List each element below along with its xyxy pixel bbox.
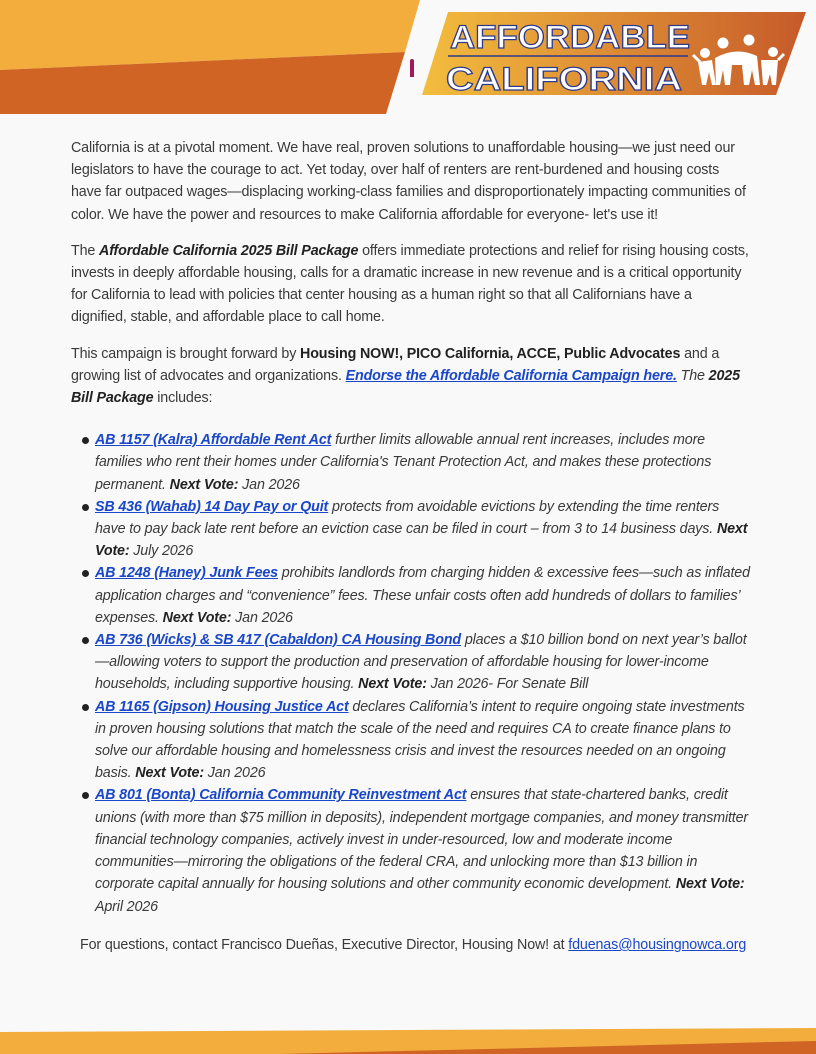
bill-item: [95, 784, 751, 917]
bullet-icon: [82, 437, 89, 444]
bill-link[interactable]: AB 1165 (Gipson) Housing Justice Act: [95, 698, 349, 715]
next-vote-date: Jan 2026: [203, 765, 266, 782]
paragraph-text: The: [71, 242, 100, 259]
bill-item: [95, 562, 751, 629]
logo-line2: CALIFORNIA: [446, 61, 682, 97]
bill-description: protects from avoidable evictions by extending the time renters have to pay back late rent before an eviction case can be filed in court – from 3 to 14 business days.: [95, 498, 720, 538]
next-vote-label: Next Vote:: [675, 876, 745, 893]
bill-list: [71, 429, 751, 917]
paragraph-text: The: [676, 367, 709, 384]
header-marker: [410, 59, 414, 77]
bill-package-emphasis: 2025 Bill Package: [71, 367, 740, 407]
affordable-california-logo: [420, 10, 810, 100]
paragraph-text: includes:: [153, 390, 213, 407]
footer-banner: [0, 1028, 816, 1054]
paragraph-text: This campaign is brought forward by: [71, 345, 301, 362]
intro-paragraph: California is at a pivotal moment. We have real, proven solutions to unaffordable housing—we just need our legislators to have the courage to act. Yet today, over half of renters are rent-burdened and housing costs have far outpaced wages—displacing working-class families and disproportionately impacting communities of color. We have the power and resources to make California affordable for everyone- let's use it!: [71, 140, 746, 223]
campaign-paragraph: [71, 343, 751, 410]
organizations-list: Housing NOW!, PICO California, ACCE, Public Advocates: [300, 345, 681, 362]
bill-link[interactable]: AB 1157 (Kalra) Affordable Rent Act: [95, 432, 332, 449]
next-vote-date: July 2026: [129, 543, 194, 560]
bill-link[interactable]: AB 736 (Wicks) & SB 417 (Cabaldon) CA Housing Bond: [95, 632, 461, 649]
contact-text: For questions, contact Francisco Dueñas, Executive Director, Housing Now! at: [80, 937, 569, 953]
package-paragraph: [71, 240, 751, 329]
bullet-icon: [82, 504, 89, 511]
paragraph-text: offers immediate protections and relief for rising housing costs, invests in deeply affordable housing, calls for a dramatic increase in new revenue and is a critical opportunity for California to lead with policies that center housing as a human right so that all Californians have a dignified, stable, and affordable place to call home.: [71, 242, 749, 326]
bill-link[interactable]: AB 801 (Bonta) California Community Reinvestment Act: [95, 787, 467, 804]
bullet-icon: [82, 570, 89, 577]
bill-item: [95, 429, 751, 496]
bullet-icon: [82, 637, 89, 644]
bill-description: declares California’s intent to require ongoing state investments in proven housing solutions that match the scale of the need and requires CA to create finance plans to solve our affordable housing and homelessness crisis and invest the resources needed on an ongoing basis.: [95, 698, 745, 782]
next-vote-date: Jan 2026: [238, 476, 300, 493]
next-vote-label: Next Vote:: [162, 609, 232, 626]
next-vote-label: Next Vote:: [135, 765, 204, 782]
bill-description: ensures that state-chartered banks, credit unions (with more than $75 million in deposits), independent mortgage companies, and money transmitter financial technology companies, actively invest in under-resourced, low and moderate income communities—mirroring the obligations of the federal CRA, and unlocking more than $13 billion in corporate capital annually for housing solutions and other community economic development.: [95, 787, 749, 893]
bill-link[interactable]: AB 1248 (Haney) Junk Fees: [95, 565, 278, 582]
next-vote-label: Next Vote:: [358, 676, 427, 693]
package-name-emphasis: Affordable California 2025 Bill Package: [99, 242, 359, 259]
bill-item: [95, 496, 751, 563]
next-vote-date: Jan 2026: [231, 609, 293, 626]
document-body: [71, 137, 751, 918]
next-vote-label: Next Vote:: [95, 521, 748, 560]
bullet-icon: [82, 792, 89, 799]
bill-description: prohibits landlords from charging hidden & excessive fees—such as inflated application charges and “convenience” fees. These unfair costs often add hundreds of dollars to families’ expenses.: [95, 565, 750, 626]
contact-line: [80, 937, 746, 953]
paragraph-text: and a growing list of advocates and organizations.: [71, 345, 720, 384]
contact-email-link[interactable]: fduenas@housingnowca.org: [568, 937, 747, 953]
bill-link[interactable]: SB 436 (Wahab) 14 Day Pay or Quit: [95, 498, 329, 515]
next-vote-date: Jan 2026- For Senate Bill: [426, 676, 589, 693]
logo-line1: AFFORDABLE: [450, 19, 690, 55]
bill-description: places a $10 billion bond on next year’s ballot —allowing voters to support the production and preservation of affordable housing for lower-income households, including supportive housing.: [95, 632, 747, 693]
next-vote-label: Next Vote:: [169, 476, 239, 493]
bill-item: [95, 696, 751, 785]
bill-description: further limits allowable annual rent increases, includes more families who rent their homes under California's Tenant Protection Act, and makes these protections permanent.: [95, 432, 712, 493]
bullet-icon: [82, 704, 89, 711]
endorse-campaign-link[interactable]: Endorse the Affordable California Campaign here.: [345, 367, 677, 384]
bill-item: [95, 629, 751, 696]
next-vote-date: April 2026: [95, 898, 158, 915]
